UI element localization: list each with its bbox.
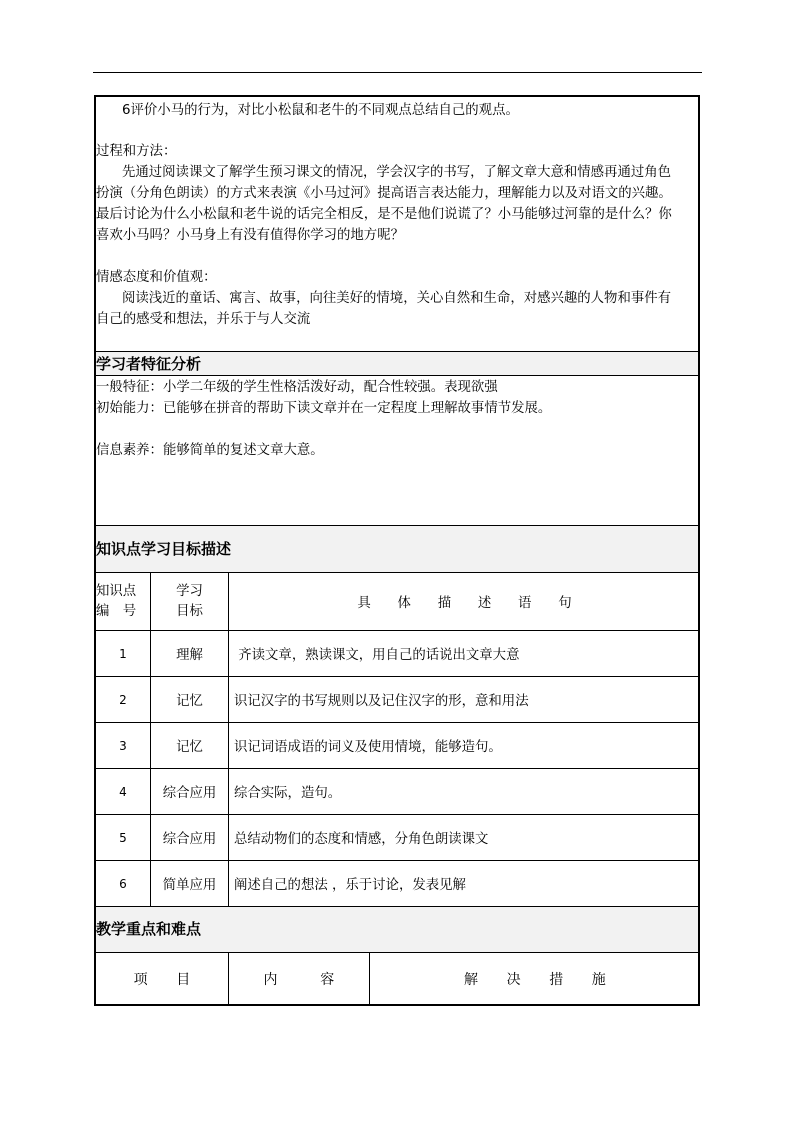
header-item: 项 目 [133, 971, 191, 988]
process-line-3: 最后讨论为什么小松鼠和老牛说的话完全相反，是不是他们说谎了？小马能够过河靠的是什么？你 [96, 207, 672, 222]
process-title: 过程和方法： [96, 144, 177, 159]
key-points-heading-bar [96, 907, 698, 952]
emotion-line-2: 自己的感受和想法，并乐于与人交流 [96, 312, 311, 327]
row-4-goal: 综合应用 [162, 786, 217, 801]
knowledge-heading-bar [96, 526, 698, 572]
row-4-no: 4 [119, 784, 127, 799]
objective-item-6: 6评价小马的行为，对比小松鼠和老牛的不同观点总结自己的观点。 [122, 103, 519, 118]
row-5-desc: 总结动物们的态度和情感，分角色朗读课文 [234, 832, 489, 847]
column-divider [150, 573, 151, 906]
emotion-line-1: 阅读浅近的童话、寓言、故事，向往美好的情境，关心自然和生命，对感兴趣的人物和事件有 [122, 291, 672, 306]
row-3-desc: 识记词语成语的词义及使用情境，能够造句。 [234, 740, 502, 755]
row-2-desc: 识记汉字的书写规则以及记住汉字的形，意和用法 [234, 694, 529, 709]
column-divider [369, 953, 370, 1004]
process-line-2: 扮演（分角色朗读）的方式来表演《小马过河》提高语言表达能力，理解能力以及对语文的兴趣。 [96, 186, 672, 201]
row-4-desc: 综合实际，造句。 [234, 786, 342, 801]
row-5-no: 5 [119, 830, 127, 845]
learner-info: 信息素养：能够简单的复述文章大意。 [96, 443, 324, 458]
row-3-goal: 记忆 [176, 740, 203, 755]
learner-heading-bar [96, 352, 698, 375]
row-1-goal: 理解 [176, 648, 203, 663]
header-knowledge-no [96, 573, 150, 630]
row-5-goal: 综合应用 [162, 832, 217, 847]
header-measures: 解 决 措 施 [464, 971, 606, 988]
header-goal-line1: 学习 [176, 583, 203, 599]
page-header-rule [93, 72, 702, 73]
objectives-section [96, 97, 698, 351]
process-line-1: 先通过阅读课文了解学生预习课文的情况，学会汉字的书写，了解文章大意和情感再通过角色 [122, 165, 672, 180]
row-6-no: 6 [119, 876, 127, 891]
column-divider [228, 953, 229, 1004]
learner-heading: 学习者特征分析 [96, 355, 202, 373]
header-no-line2: 编 号 [96, 603, 137, 619]
learner-general: 一般特征：小学二年级的学生性格活泼好动，配合性较强。表现欲强 [96, 380, 498, 395]
knowledge-heading: 知识点学习目标描述 [96, 540, 232, 558]
row-3-no: 3 [119, 738, 127, 753]
row-1-no: 1 [119, 646, 127, 661]
row-1-desc: 齐读文章，熟读课文，用自己的话说出文章大意 [234, 648, 520, 663]
header-goal-line2: 目标 [176, 603, 203, 619]
row-6-desc: 阐述自己的想法 ，乐于讨论，发表见解 [234, 878, 466, 893]
learner-initial: 初始能力：已能够在拼音的帮助下读文章并在一定程度上理解故事情节发展。 [96, 401, 552, 416]
emotion-title: 情感态度和价值观： [96, 270, 217, 285]
header-content: 内 容 [263, 971, 335, 988]
process-line-4: 喜欢小马吗？小马身上有没有值得你学习的地方呢？ [96, 228, 404, 243]
row-2-goal: 记忆 [176, 694, 203, 709]
header-learning-goal [151, 573, 228, 630]
key-points-heading: 教学重点和难点 [96, 920, 202, 938]
row-2-no: 2 [119, 692, 127, 707]
lesson-plan-table [94, 95, 700, 1006]
header-description: 具 体 描 述 语 句 [357, 596, 572, 611]
column-divider [228, 573, 229, 906]
row-6-goal: 简单应用 [162, 878, 217, 893]
divider [96, 375, 698, 376]
header-no-line1: 知识点 [96, 583, 137, 599]
